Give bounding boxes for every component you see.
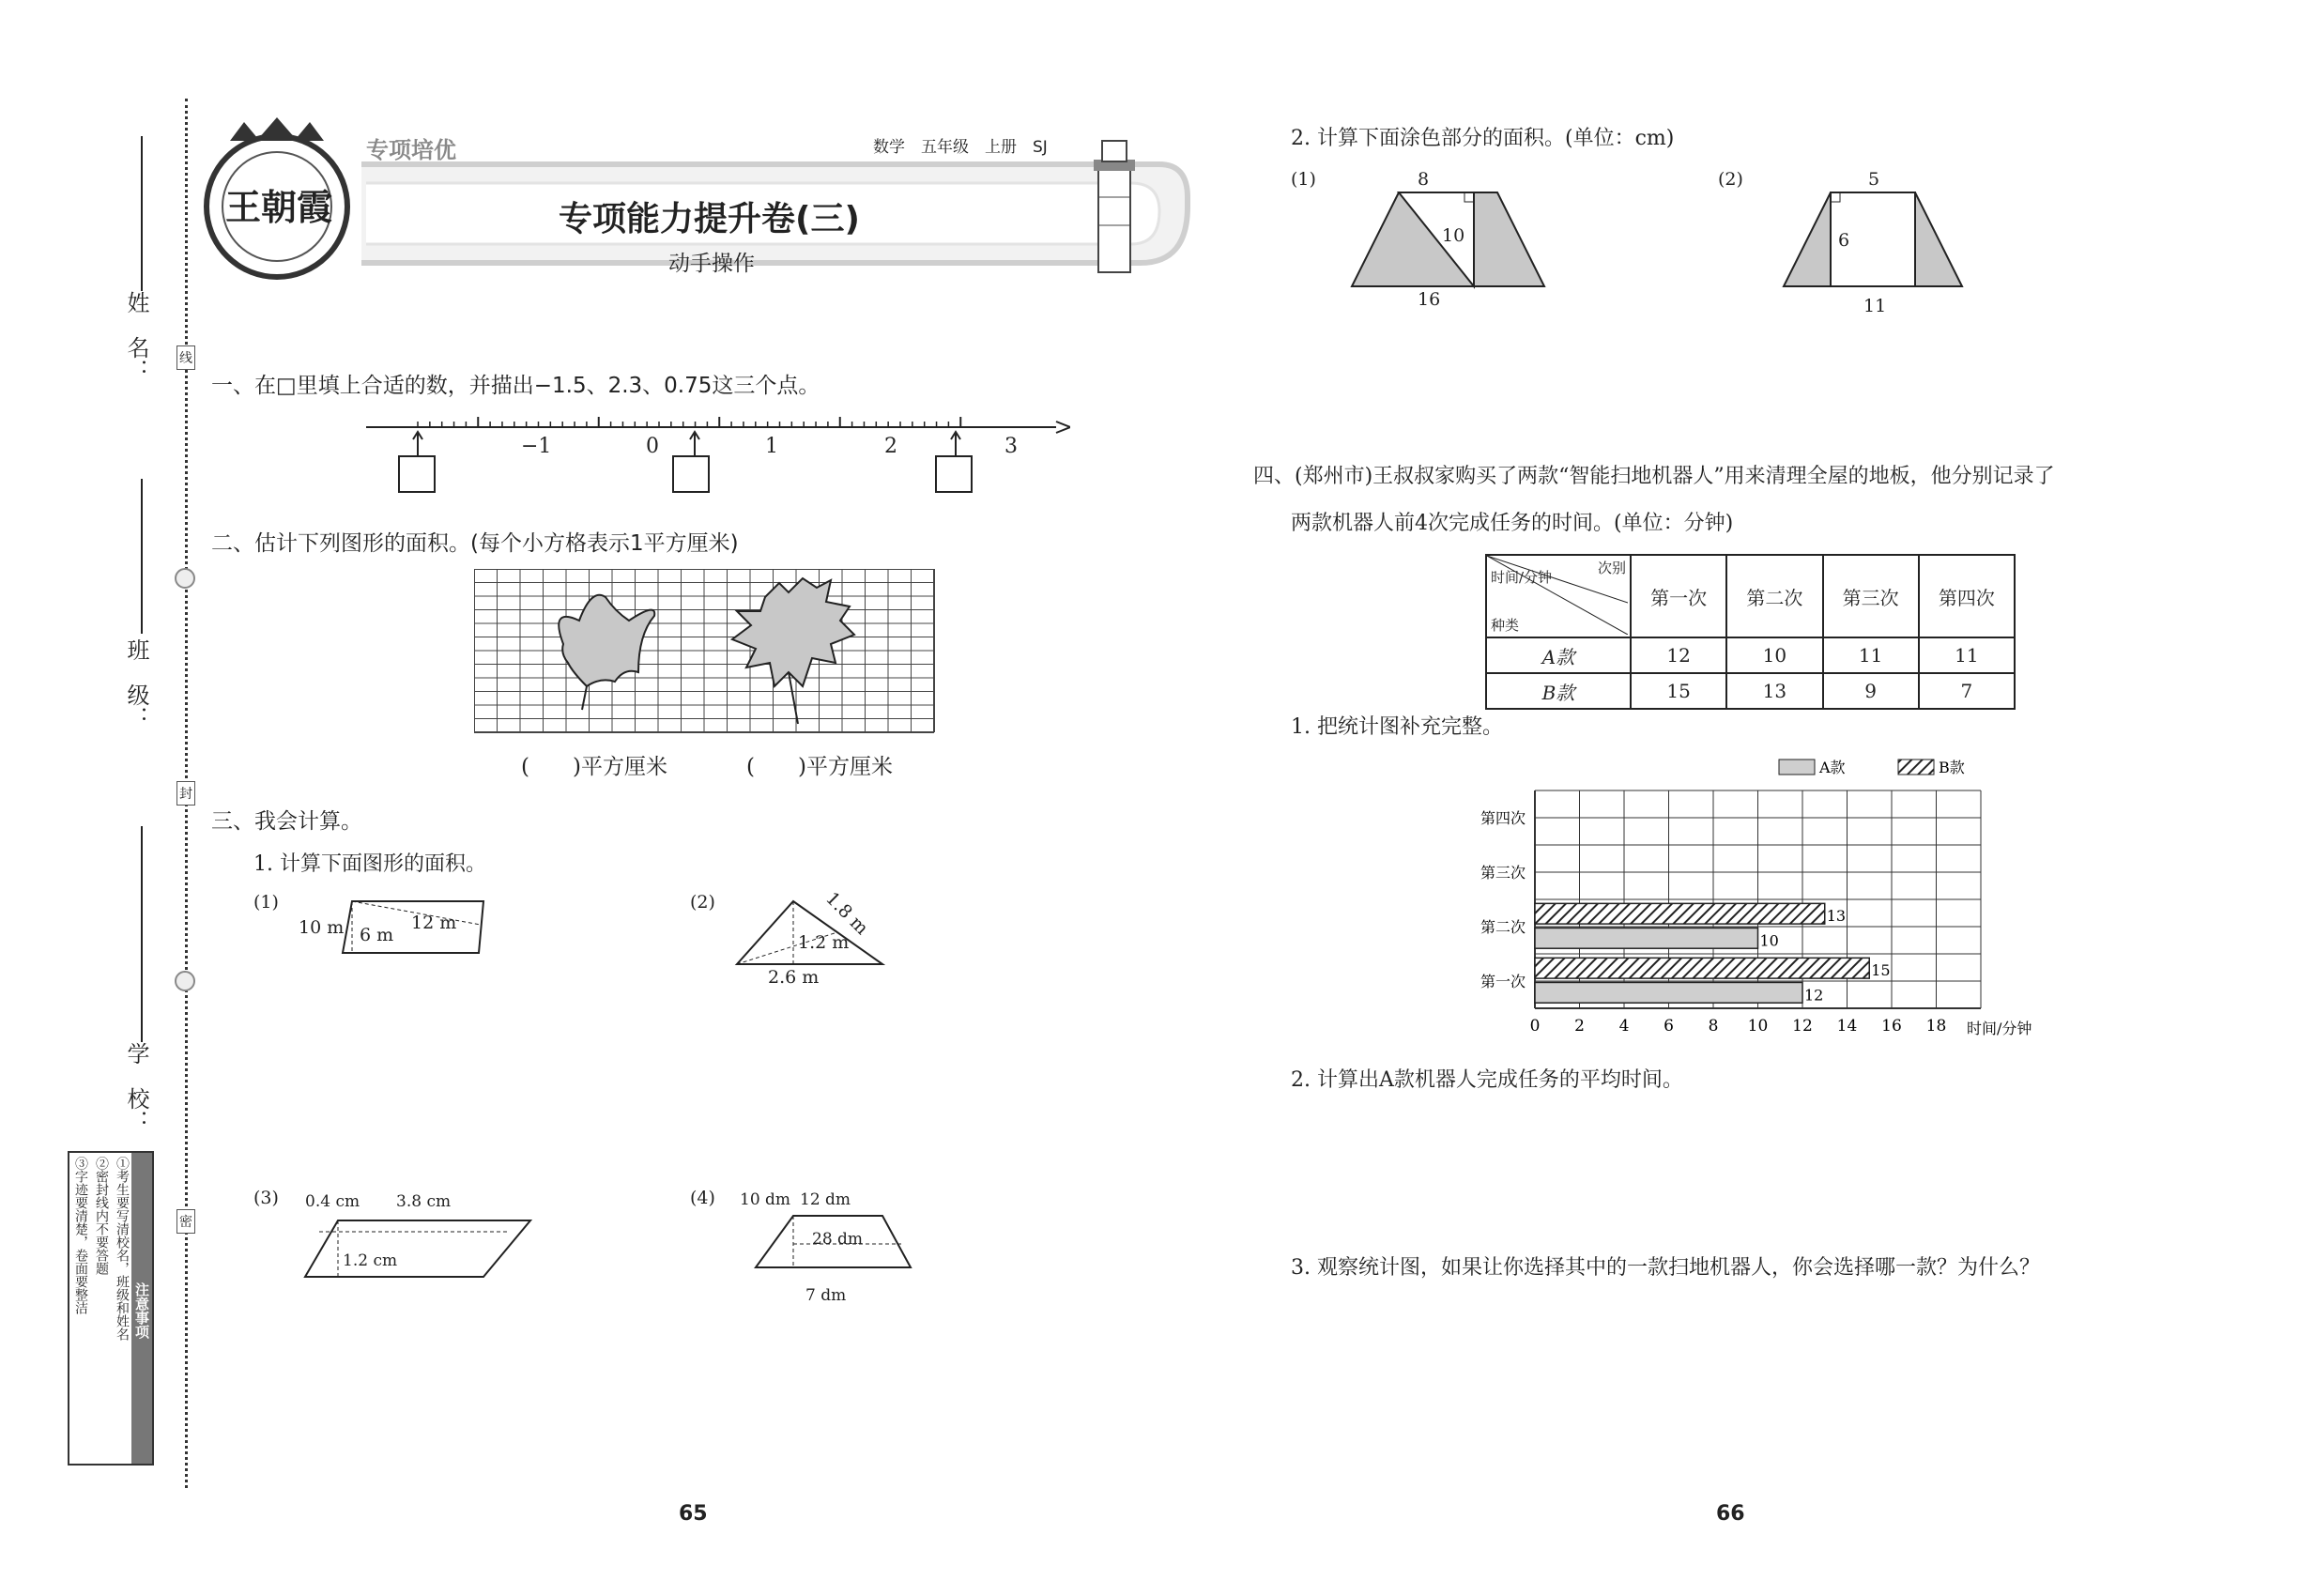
- category-label: 第一次: [1480, 973, 1526, 990]
- header-meta: 数学 五年级 上册 SJ: [873, 138, 1048, 157]
- dimension-label: 1.8 m: [821, 888, 873, 939]
- seal-char-mi: 密: [176, 1209, 195, 1234]
- bar-value-label: 13: [1826, 907, 1847, 926]
- section4-line2: 两款机器人前4次完成任务的时间。(单位：分钟): [1291, 512, 1734, 535]
- dimension-label: 10: [1442, 225, 1465, 246]
- figure-number: (2): [690, 892, 715, 913]
- figure-number: (2): [1718, 169, 1743, 190]
- binding-hole-icon: [175, 568, 195, 589]
- dimension-label: 16: [1418, 289, 1441, 310]
- dimension-label: 10 m: [299, 917, 345, 938]
- page-subtitle: 动手操作: [668, 252, 755, 276]
- dimension-label: 11: [1863, 296, 1887, 316]
- table-cell: 13: [1726, 673, 1822, 709]
- figure-number: (1): [253, 892, 279, 913]
- row-name: B款: [1486, 673, 1631, 709]
- name-line[interactable]: [141, 136, 143, 291]
- class-line[interactable]: [141, 479, 143, 634]
- answer-box[interactable]: [672, 455, 710, 493]
- x-tick-label: 14: [1836, 1017, 1858, 1036]
- category-label: 第二次: [1480, 918, 1526, 936]
- notice-item: ①考生要写清校名，班级和姓名: [115, 1157, 130, 1341]
- table-cell: 11: [1823, 637, 1919, 673]
- table-cell: 15: [1631, 673, 1726, 709]
- sub-question-2: 2. 计算出A款机器人完成任务的平均时间。: [1291, 1068, 1683, 1092]
- seal-char-xian: 线: [176, 345, 195, 370]
- leaf-grid: [474, 569, 943, 738]
- table-cell: 11: [1919, 637, 2015, 673]
- shaded-trapezoid-2: [1779, 188, 1967, 291]
- logo-text: 王朝霞: [225, 186, 333, 228]
- table-header: 第三次: [1823, 555, 1919, 637]
- table-row: [1486, 673, 2015, 709]
- table-cell: 9: [1823, 673, 1919, 709]
- tick-label: 2: [884, 435, 897, 458]
- page-number-right: 66: [1716, 1502, 1745, 1526]
- page-title: 专项能力提升卷(三): [559, 200, 860, 238]
- page-number-left: 65: [679, 1502, 708, 1526]
- section3-heading: 三、我会计算。: [211, 809, 362, 834]
- question-3-1: 1. 计算下面图形的面积。: [253, 852, 486, 876]
- notice-item: ②密封线内不要答题: [94, 1157, 109, 1275]
- class-label: 班 级：: [123, 638, 149, 729]
- tick-label: 1: [765, 435, 778, 458]
- dimension-label: 28 dm: [812, 1230, 864, 1249]
- header-tag: 专项培优: [366, 137, 456, 163]
- bar-value-label: 10: [1759, 931, 1779, 950]
- binding-hole-icon: [175, 971, 195, 991]
- x-tick-label: 18: [1925, 1017, 1947, 1036]
- question-2: 2. 计算下面涂色部分的面积。(单位：cm): [1291, 127, 1675, 150]
- table-corner: [1486, 555, 1631, 637]
- dimension-label: 1.2 m: [798, 932, 850, 953]
- section4-line1: 四、(郑州市)王叔叔家购买了两款“智能扫地机器人”用来清理全屋的地板，他分别记录了: [1253, 465, 2055, 488]
- sub-question-3: 3. 观察统计图，如果让你选择其中的一款扫地机器人，你会选择哪一款？为什么？: [1291, 1256, 2040, 1280]
- x-tick-label: 16: [1881, 1017, 1902, 1036]
- dimension-label: 5: [1868, 169, 1880, 190]
- bar-a: [1535, 928, 1758, 948]
- record-table: [1485, 554, 2016, 710]
- figure-number: (3): [253, 1188, 279, 1208]
- table-header: 第一次: [1631, 555, 1726, 637]
- school-line[interactable]: [141, 826, 143, 1042]
- corner-mid: 时间/分钟: [1491, 569, 1553, 586]
- dimension-label: 8: [1418, 169, 1430, 190]
- answer-box[interactable]: [935, 455, 973, 493]
- name-label: 姓 名：: [123, 291, 149, 381]
- bar-value-label: 15: [1871, 961, 1891, 980]
- table-header: 第四次: [1919, 555, 2015, 637]
- tick-label: −1: [521, 435, 552, 458]
- sub-question-1: 1. 把统计图补充完整。: [1291, 715, 1503, 739]
- figure-number: (1): [1291, 169, 1316, 190]
- x-tick-label: 4: [1618, 1017, 1630, 1036]
- dimension-label: 2.6 m: [768, 967, 820, 988]
- x-tick-label: 0: [1529, 1017, 1541, 1036]
- notice-title: 注意事项: [131, 1153, 152, 1464]
- category-label: 第四次: [1480, 809, 1526, 827]
- notice-box: [68, 1151, 154, 1466]
- corner-top: 次别: [1597, 560, 1626, 576]
- x-tick-label: 10: [1747, 1017, 1769, 1036]
- section2-heading: 二、估计下列图形的面积。(每个小方格表示1平方厘米): [211, 531, 739, 556]
- answer-box[interactable]: [398, 455, 436, 493]
- dimension-label: 10 dm: [740, 1190, 791, 1209]
- area-answer-1[interactable]: ( )平方厘米: [521, 755, 667, 779]
- dimension-label: 12 m: [411, 913, 457, 933]
- table-header: 第二次: [1726, 555, 1822, 637]
- seal-char-feng: 封: [176, 781, 195, 806]
- dimension-label: 12 dm: [800, 1190, 851, 1209]
- bar-b: [1535, 903, 1825, 924]
- corner-bottom: 种类: [1491, 617, 1520, 634]
- dimension-label: 3.8 cm: [396, 1192, 452, 1211]
- x-tick-label: 8: [1708, 1017, 1719, 1036]
- x-axis-label: 时间/分钟: [1967, 1020, 2032, 1037]
- section1-heading: 一、在□里填上合适的数，并描出−1.5、2.3、0.75这三个点。: [211, 374, 820, 398]
- table-cell: 10: [1726, 637, 1822, 673]
- table-row: [1486, 637, 2015, 673]
- x-tick-label: 12: [1792, 1017, 1813, 1036]
- legend-label: A款: [1819, 759, 1846, 776]
- tick-label: 3: [1004, 435, 1018, 458]
- school-label: 学 校：: [123, 1042, 149, 1132]
- category-label: 第三次: [1480, 864, 1526, 882]
- legend-swatch-a: [1779, 760, 1815, 775]
- dimension-label: 6: [1838, 230, 1850, 251]
- area-answer-2[interactable]: ( )平方厘米: [746, 755, 893, 779]
- lighthouse-icon: [1094, 141, 1135, 272]
- leaf-shape-1: [559, 595, 654, 686]
- dimension-label: 7 dm: [805, 1286, 847, 1305]
- tick-label: 0: [646, 435, 659, 458]
- legend-label: B款: [1939, 759, 1965, 776]
- bar-chart: [1446, 746, 2056, 1047]
- row-name: A款: [1486, 637, 1631, 673]
- parallelogram-figure-2: [300, 1211, 535, 1286]
- table-cell: 12: [1631, 637, 1726, 673]
- bar-b: [1535, 958, 1869, 978]
- dimension-label: 1.2 cm: [343, 1251, 398, 1270]
- x-tick-label: 2: [1574, 1017, 1585, 1036]
- table-cell: 7: [1919, 673, 2015, 709]
- figure-number: (4): [690, 1188, 715, 1208]
- dimension-label: 6 m: [360, 925, 394, 945]
- dimension-label: 0.4 cm: [305, 1192, 360, 1211]
- x-tick-label: 6: [1664, 1017, 1674, 1036]
- bar-value-label: 12: [1804, 986, 1824, 1005]
- bar-a: [1535, 982, 1802, 1003]
- notice-item: ③字迹要清楚，卷面要整洁: [73, 1157, 88, 1314]
- legend-swatch-b: [1898, 760, 1934, 775]
